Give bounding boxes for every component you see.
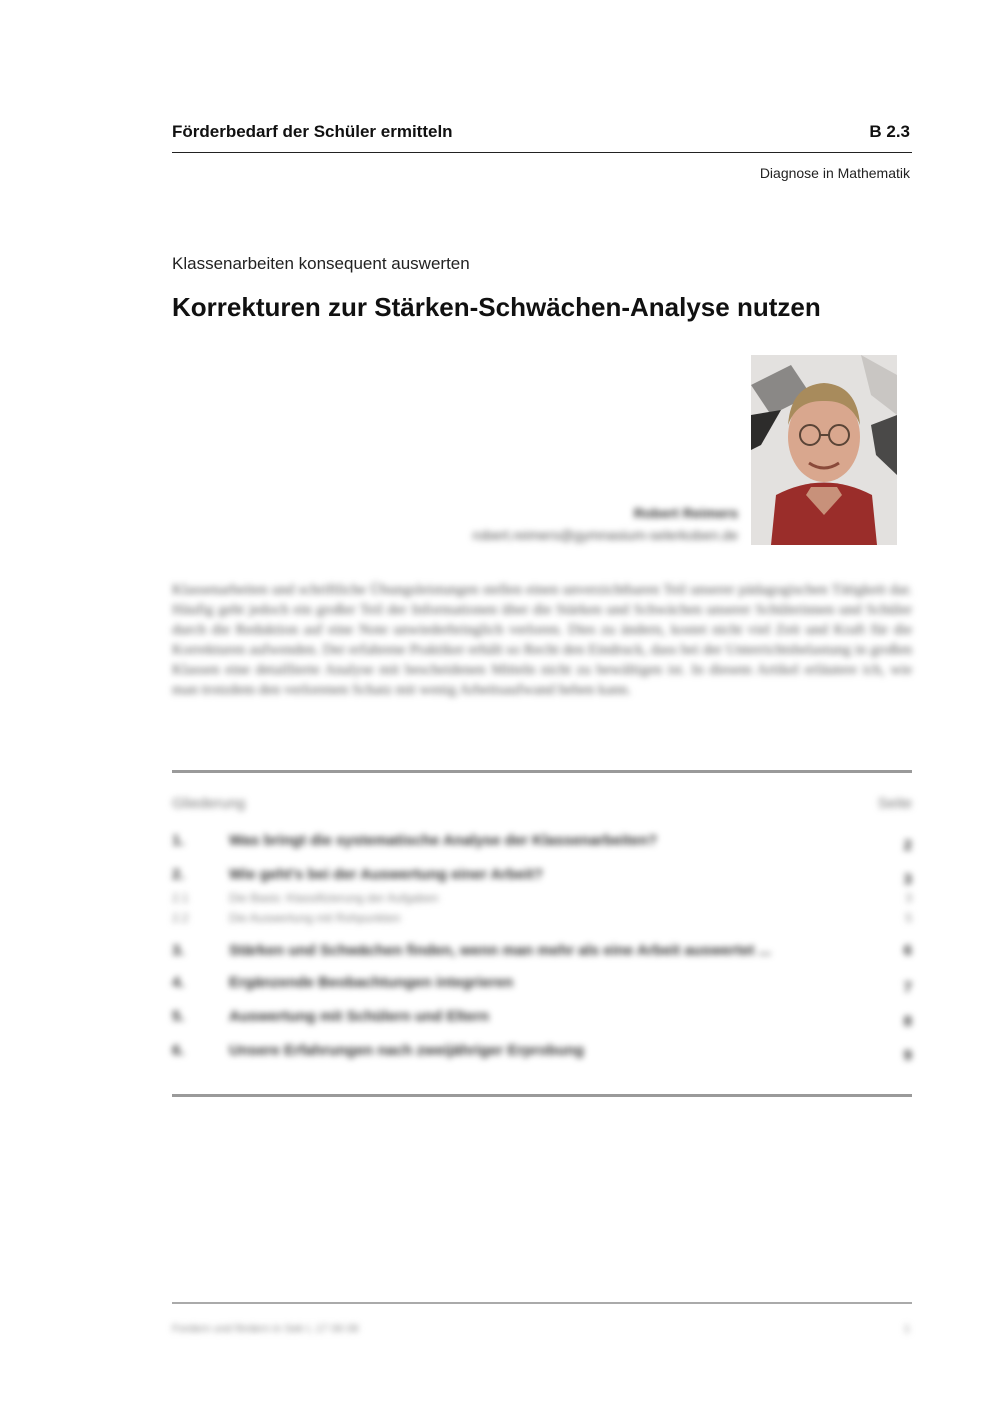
toc-top-rule xyxy=(172,770,912,773)
toc-item-page: 6 xyxy=(903,942,912,959)
toc-item-page: 2 xyxy=(903,837,912,854)
toc-item-number: 2.1 xyxy=(172,891,189,905)
toc-item-text: Unsere Erfahrungen nach zweijähriger Erprobung xyxy=(229,1042,585,1059)
toc-item-number: 4. xyxy=(172,974,185,991)
toc-item-text: Wie geht's bei der Auswertung einer Arbeit? xyxy=(229,866,544,883)
toc-item-text: Auswertung mit Schülern und Eltern xyxy=(229,1008,490,1025)
footer-rule xyxy=(172,1302,912,1304)
footer-page-number: 1 xyxy=(903,1323,910,1335)
header-divider xyxy=(172,152,912,153)
toc-item-number: 5. xyxy=(172,1008,185,1025)
toc-page-heading: Seite xyxy=(877,795,912,812)
article-title: Korrekturen zur Stärken-Schwächen-Analyse nutzen xyxy=(172,292,821,322)
toc-item xyxy=(172,1042,912,1064)
toc-item-number: 2.2 xyxy=(172,911,189,925)
toc-item xyxy=(172,1008,912,1030)
article-kicker: Klassenarbeiten konsequent auswerten xyxy=(172,254,470,273)
footer-publication: Fordern und fördern in Sek I, 17 06 08 xyxy=(172,1323,359,1335)
author-block xyxy=(472,505,738,543)
toc-item-text: Was bringt die systematische Analyse der Klassenarbeiten? xyxy=(229,832,658,849)
toc-item-number: 6. xyxy=(172,1042,185,1059)
toc-item xyxy=(172,888,912,908)
author-name: Robert Reimers xyxy=(633,505,738,521)
running-header-subtitle: Diagnose in Mathematik xyxy=(759,165,910,181)
toc-heading: Gliederung xyxy=(172,795,246,812)
toc-item xyxy=(172,832,912,854)
toc-item-page: 5 xyxy=(905,911,912,925)
running-header-title: Förderbedarf der Schüler ermitteln xyxy=(172,122,453,141)
toc-item xyxy=(172,908,912,928)
toc-bottom-rule xyxy=(172,1094,912,1097)
author-email: robert.reimers@gymnasium-selerkoben.de xyxy=(472,527,738,543)
toc-item-number: 1. xyxy=(172,832,185,849)
section-code: B 2.3 xyxy=(869,122,910,141)
toc-item-text: Ergänzende Beobachtungen integrieren xyxy=(229,974,514,991)
toc-item xyxy=(172,940,912,962)
toc-item-page: 9 xyxy=(903,1047,912,1064)
toc-item-text: Die Auswertung mit Rohpunkten xyxy=(229,911,401,925)
author-photo xyxy=(751,355,897,545)
toc-item-page: 3 xyxy=(903,871,912,888)
abstract-paragraph: Klassenarbeiten und schriftliche Übungsleistungen stellen einen unverzichtbaren Teil unserer pädagogischen Tätigkeit dar. Häufig geht jedoch ein großer Teil der Informationen über die Stärken und Schwächen unserer Schülerinnen und Schüler durch die Reduktion auf eine Note unwiederbringlich verloren. Dies zu ändern, kostet nicht viel Zeit und Kraft für die Korrekturen aufwenden. Der erfahrene Praktiker erhält so Recht den Eindruck, dass bei der Unterrichtsbelastung in großen Klassen eine detaillierte Analyse mit bescheidenen Mitteln nicht zu bewältigen ist. In diesem Artikel erläutere ich, wie man trotzdem den verlorenen Schatz mit wenig Arbeitsaufwand heben kann. xyxy=(172,582,912,698)
toc-item-page: 8 xyxy=(903,1013,912,1030)
toc-item-page: 7 xyxy=(903,979,912,996)
toc-item-number: 3. xyxy=(172,942,185,959)
table-of-contents xyxy=(172,832,912,1064)
toc-item-text: Die Basis: Klassifizierung der Aufgaben xyxy=(229,891,439,905)
toc-header xyxy=(172,795,912,812)
toc-item-number: 2. xyxy=(172,866,185,883)
author-portrait-image xyxy=(751,355,897,545)
toc-item-text: Stärken und Schwächen finden, wenn man mehr als eine Arbeit auswertet ... xyxy=(229,942,772,959)
toc-item xyxy=(172,974,912,996)
toc-item-page: 3 xyxy=(905,891,912,905)
toc-item xyxy=(172,866,912,888)
